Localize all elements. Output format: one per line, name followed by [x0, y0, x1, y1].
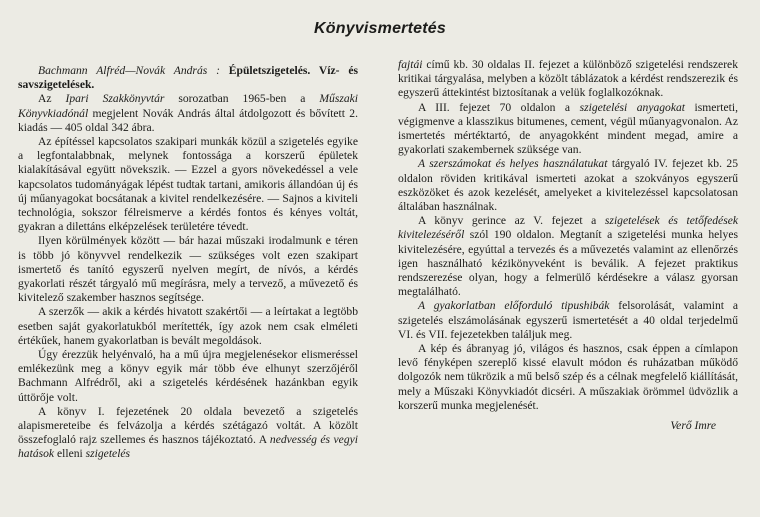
text-run: ismerteti, végigmenve a klasszikus bitumenes, cement, végül műanyagvonalon. Az ismertetés mértéktartó, de anyagokként mindent megad, amire a gyakorlati szakembernek szüksége van. — [398, 100, 738, 157]
emphasis: szigetelés — [85, 447, 131, 461]
left-paragraph-2: Az építéssel kapcsolatos szakipari munkák közül a szigetelés egyike a legfontalabbnak, melynek fontossága a korszerű épületek kialakításával együtt növekszik. — Ezzel a gyors növekedéssel a vele kapcsolatos tudományágak lépést tudtak tartani, amikoris állandóan új és új műanyagokat bocsátanak a kivitel rendelkezésére. — Sajnos a kiviteli technológia, sokszor félreismerve a kérdés fontos és kényes voltát, gyakran a dilettáns elképzelések területére tévedt. — [18, 135, 358, 234]
text-run: felsorolását, valamint a szigetelés elszámolásának egyszerű ismertetését a 40 oldal terjedelmű VI. és VII. fejezetekben találjuk meg. — [398, 299, 739, 341]
publisher-name: Műszaki Könyvkiadónál — [18, 92, 359, 120]
signature: Verő Imre — [670, 419, 716, 433]
emphasis: A gyakorlatban előforduló tipushibák — [418, 299, 610, 313]
left-paragraph-5: Úgy érezzük helyénvaló, ha a mű újra megjelenésekor elismeréssel emlékezünk meg a könyv egyik már több éve elhunyt szerzőjéről Bachmann Alfrédről, aki a szigetelés kérdésének hazánkban egyik úttörője volt. — [18, 348, 358, 404]
text-run: című kb. 30 oldalas II. fejezet a különböző szigetelési rendszerek kritikai tárgyalása, melyben a közölt táblázatok a kérdést rendszerezik és egyszerű áttekintést biztosítanak a velük foglalkozóknak. — [398, 58, 738, 100]
right-paragraph-4 — [398, 214, 738, 299]
right-paragraph-5 — [398, 299, 738, 342]
text-run: Az — [38, 92, 66, 106]
emphasis: nedvesség és vegyi hatások — [18, 433, 358, 461]
emphasis: szigetelési anyagokat — [579, 100, 686, 114]
text-run: szól 190 oldalon. Megtanít a szigetelési munka helyes kivitelezésére, egyúttal a tervezés és a művezetés valamint az ellenőrzés igen használható kézikönyveként is beválik. A fejezet praktikus rendszerezése olyan, hogy a felmerülő kérdésekre a válasz gyorsan megtalálható. — [398, 228, 738, 299]
review-heading — [18, 64, 358, 92]
left-column — [18, 64, 358, 462]
text-run: sorozatban 1965-ben a — [164, 92, 320, 106]
emphasis: fajtái — [398, 58, 423, 71]
left-paragraph-4: A szerzők — akik a kérdés hivatott szakértői — a leírtakat a legtöbb esetben saját gyakorlatukból merítették, így azok nem csak elméleti értékűek, hanem gyakorlatban is bevált megoldások. — [18, 305, 358, 347]
text-run: elleni — [54, 447, 86, 461]
emphasis: A szerszámokat és helyes használatukat — [418, 157, 608, 171]
right-paragraph-3 — [398, 157, 738, 214]
emphasis: szigetelések és tetőfedések kivitelezéséről — [398, 214, 738, 242]
left-paragraph-6 — [18, 405, 358, 462]
heading-book-title: Épületszigetelés. Víz- és savszigetelések. — [18, 64, 358, 92]
text-run: A könyv I. fejezetének 20 oldala bevezető a szigetelés alapismereteibe és felvázolja a kérdés szétágazó voltát. A közölt összefoglaló rajz szellemes és hasznos tájékoztató. A — [18, 404, 358, 447]
left-paragraph-3: Ilyen körülmények között — bár hazai műszaki irodalmunk e téren is több jó könyvvel rendelkezik — szükséges volt ezen szakipart ismertető és tanító egyszerű nyelven megírt, de nívós, a kérdés gyakorlati részét tárgyaló mű megírásra, mely a tervező, a művezető és kivitelező szakember hasznos segítsége. — [18, 234, 358, 305]
right-paragraph-6: A kép és ábranyag jó, világos és hasznos, csak éppen a címlapon levő fényképen szereplő kissé elavult módon és ruházatban működő dolgozók nem tükrözik a mű belső szép és a célnak megfelelő kiállítását, mely a Műszaki Könyvkiadót dicséri. A műszakiak örömmel üdvözlik a korszerű munka megjelenését. — [398, 342, 738, 412]
right-paragraph-1 — [398, 58, 738, 101]
text-run: A III. fejezet 70 oldalon a — [418, 100, 580, 114]
right-paragraph-2 — [398, 101, 738, 158]
text-run: tárgyaló IV. fejezet kb. 25 oldalon röviden kritikával ismerteti azokat a szokványos egyszerű eszközöket és azok kezelését, amelyeket a kivitelezéssel kapcsolatosan általában használnak. — [398, 157, 738, 214]
right-column — [398, 58, 738, 433]
text-run: megjelent Novák András által átdolgozott és bővített 2. kiadás — 405 oldal 342 ábra. — [18, 106, 358, 134]
text-run: A könyv gerince az V. fejezet a — [418, 214, 605, 228]
series-name: Ipari Szakkönyvtár — [65, 92, 165, 106]
left-paragraph-1 — [18, 92, 358, 135]
heading-authors: Bachmann Alfréd—Novák András : — [38, 64, 220, 77]
page-title: Könyvismertetés — [314, 20, 446, 37]
